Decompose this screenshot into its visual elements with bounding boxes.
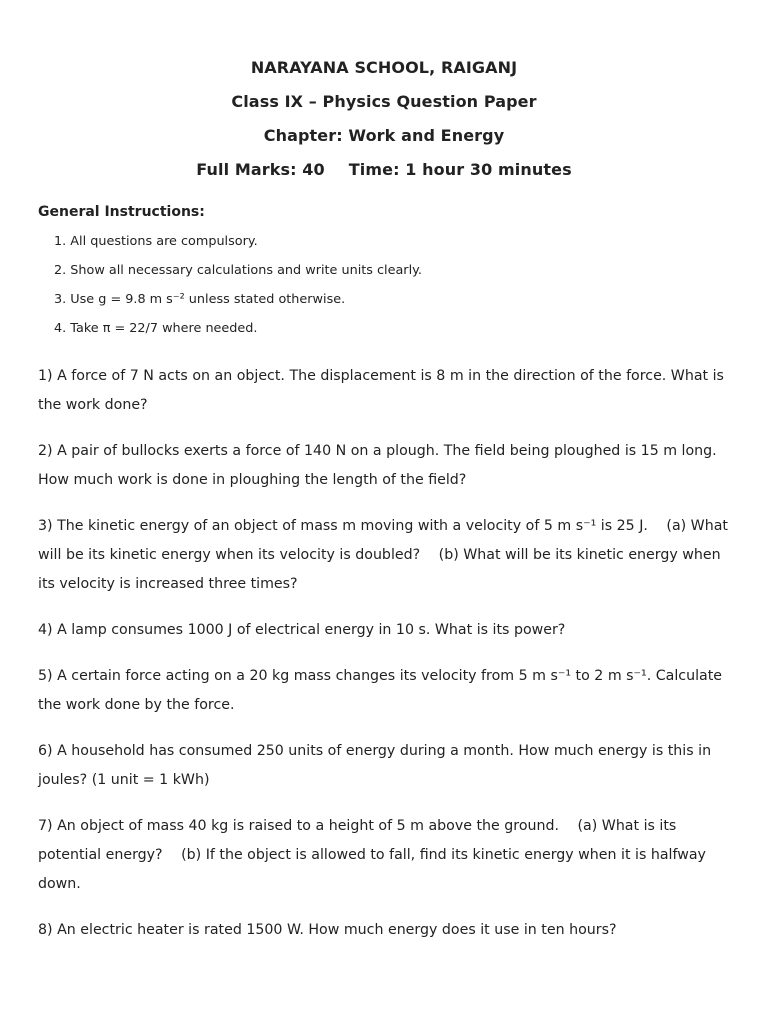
question-6 [38, 737, 730, 795]
question-4 [38, 616, 730, 645]
question-text: 7) An object of mass 40 kg is raised to a height of 5 m above the ground. [38, 818, 559, 834]
question-3 [38, 512, 730, 599]
chapter-title: Chapter: Work and Energy [263, 126, 505, 145]
questions-section [38, 362, 730, 962]
instruction-item: 1. All questions are compulsory. [54, 234, 258, 249]
question-part-a: (a) What will be its kinetic energy when its velocity is doubled? [38, 518, 728, 563]
question-7 [38, 812, 730, 899]
question-part-a: (a) What is its potential energy? [38, 818, 677, 863]
question-part-b: (b) What will be its kinetic energy when its velocity is increased three times? [38, 547, 721, 592]
instructions-list [38, 233, 728, 349]
instruction-item: 2. Show all necessary calculations and write units clearly. [54, 263, 422, 278]
question-1 [38, 362, 730, 420]
instruction-item: 4. Take π = 22/7 where needed. [54, 321, 258, 336]
instruction-item: 3. Use g = 9.8 m s⁻² unless stated otherwise. [54, 292, 346, 307]
question-5 [38, 662, 730, 720]
question-text: 1) A force of 7 N acts on an object. The displacement is 8 m in the direction of the force. What is the work done? [38, 368, 724, 413]
question-text: 5) A certain force acting on a 20 kg mass changes its velocity from 5 m s⁻¹ to 2 m s⁻¹. Calculate the work done by the force. [38, 668, 722, 713]
question-text: 2) A pair of bullocks exerts a force of 140 N on a plough. The field being ploughed is 15 m long. How much work is done in ploughing the length of the field? [38, 443, 717, 488]
question-2 [38, 437, 730, 495]
marks-time-line [0, 159, 768, 193]
question-text: 3) The kinetic energy of an object of mass m moving with a velocity of 5 m s⁻¹ is 25 J. [38, 518, 648, 534]
paper-header [0, 57, 768, 193]
question-text: 8) An electric heater is rated 1500 W. How much energy does it use in ten hours? [38, 922, 617, 938]
instructions-title: General Instructions: [38, 204, 205, 220]
time-allowed: Time: 1 hour 30 minutes [348, 160, 572, 179]
question-text: 6) A household has consumed 250 units of energy during a month. How much energy is this in joules? (1 unit = 1 kWh) [38, 743, 712, 788]
paper-title: Class IX – Physics Question Paper [231, 92, 537, 111]
question-8 [38, 916, 730, 945]
full-marks: Full Marks: 40 [196, 160, 325, 179]
general-instructions [38, 203, 728, 349]
question-text: 4) A lamp consumes 1000 J of electrical energy in 10 s. What is its power? [38, 622, 566, 638]
question-part-b: (b) If the object is allowed to fall, find its kinetic energy when it is halfway down. [38, 847, 706, 892]
school-name: NARAYANA SCHOOL, RAIGANJ [250, 58, 518, 77]
